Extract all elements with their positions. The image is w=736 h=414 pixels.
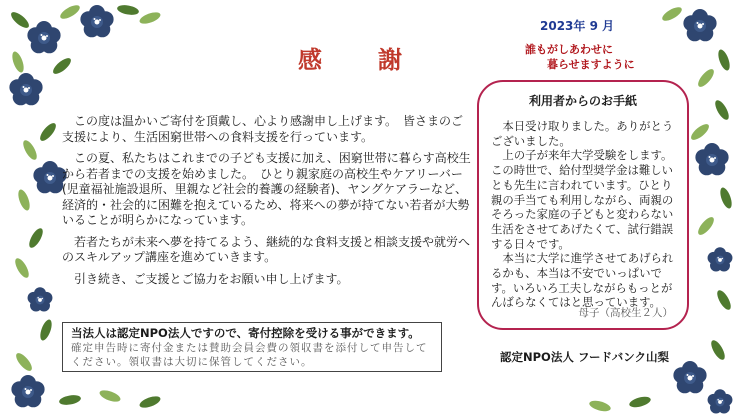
blue-flower-icon <box>11 375 44 407</box>
thank-you-message <box>62 114 472 293</box>
message-paragraph-2: この夏、私たちはこれまでの子ども支援に加え、困窮世帯に暮らす高校生から若者までの支援を始めました。 ひとり親家庭の高校生やケアリーバー(児童福祉施設退所、里親など社会的養護の経験者)、ヤングケアラーなど、経済的・社会的に困難を抱えているため、将来への夢が持てない若者が大勢いることが明らかになっています。 <box>62 151 471 227</box>
letter-paragraph-1: 本日受け取りました。ありがとうございました。 <box>491 119 674 148</box>
blue-flower-icon <box>27 21 60 53</box>
letter-paragraph-2: 上の子が来年大学受験をします。この時世で、給付型奨学金は難しいとも先生に言われています。ひとり親の手当ても利用しながら、両親のそろった家庭の子どもと変わらない生活をさせてあげたくて、試行錯誤する日々です。 <box>491 148 674 251</box>
message-paragraph-3: 若者たちが未来へ夢を持てるよう、継続的な食料支援と相談支援や就労へのスキルアップ講座を進めていきます。 <box>62 234 471 264</box>
tax-deduction-notice <box>62 322 442 372</box>
green-leaf-icon <box>58 388 161 410</box>
blue-flower-icon <box>708 389 733 413</box>
green-leaf-icon <box>689 98 734 312</box>
letter-title: 利用者からのお手紙 <box>528 94 637 108</box>
blue-flower-icon <box>708 247 733 271</box>
letter-body <box>491 119 675 310</box>
blue-flower-icon <box>673 361 706 393</box>
slogan <box>525 42 675 72</box>
letter-signature: 母子（高校生２人） <box>578 307 673 319</box>
blue-flower-icon <box>695 143 728 175</box>
blue-flower-icon <box>80 5 113 37</box>
slogan-line-1: 誰もがしあわせに <box>525 43 613 56</box>
page-title: 感 謝 <box>298 46 418 74</box>
date-label: 2023年 9 月 <box>540 19 615 33</box>
letter-paragraph-3: 本当に大学に進学させてあげられるかも、本当は不安でいっぱいです。いろいろ工夫しながらもっとがんばらなくてはと思っています。 <box>491 251 674 310</box>
blue-flower-icon <box>683 9 716 41</box>
message-paragraph-1: この度は温かいご寄付を頂戴し、心より感謝申し上げます。 皆さまのご支援により、生活困窮世帯への食料支援を行っています。 <box>62 114 464 144</box>
notice-detail: 確定申告時に寄付金または賛助会員会費の領収書を添付して申告してください。領収書は大切に保管してください。 <box>71 342 428 368</box>
message-paragraph-4: 引き続き、ご支援とご協力をお願い申し上げます。 <box>62 271 349 286</box>
slogan-line-2: 暮らせますように <box>547 58 635 71</box>
green-leaf-icon <box>13 188 54 373</box>
notice-headline: 当法人は認定NPO法人ですので、寄付控除を受ける事ができます。 <box>71 326 420 340</box>
blue-flower-icon <box>9 73 42 105</box>
organization-name: 認定NPO法人 フードバンク山梨 <box>500 350 670 364</box>
blue-flower-icon <box>28 287 53 311</box>
user-letter-box <box>477 80 689 330</box>
